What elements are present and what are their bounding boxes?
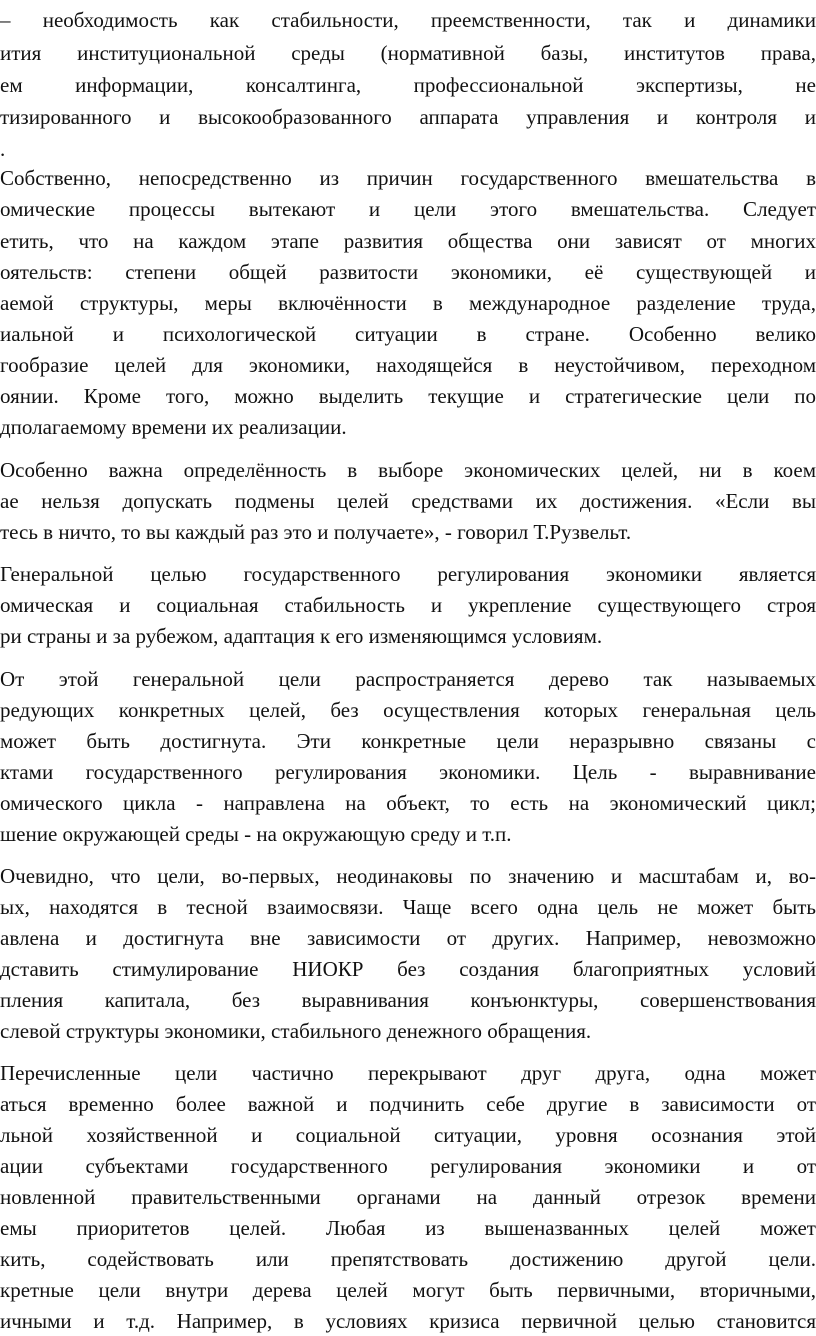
text-line: редующих конкретных целей, без осуществления которых генеральная цель <box>0 698 816 722</box>
text-line: ае нельзя допускать подмены целей средствами их достижения. «Если вы <box>0 489 816 513</box>
text-line: Очевидно, что цели, во-первых, неодинаковы по значению и масштабам и, во- <box>0 864 816 888</box>
text-line: может быть достигнута. Эти конкретные цели неразрывно связаны с <box>0 729 816 753</box>
text-line: дставить стимулирование НИОКР без создания благоприятных условий <box>0 957 816 981</box>
text-line: ичными и т.д. Например, в условиях кризиса первичной целью становится <box>0 1309 816 1333</box>
text-line: шение окружающей среды - на окружающую среду и т.п. <box>0 822 512 846</box>
text-line: Перечисленные цели частично перекрывают друг друга, одна может <box>0 1061 816 1085</box>
text-line: етить, что на каждом этапе развития общества они зависят от многих <box>0 229 816 253</box>
text-line: кить, содействовать или препятствовать достижению другой цели. <box>0 1247 816 1271</box>
text-line: Собственно, непосредственно из причин государственного вмешательства в <box>0 166 816 190</box>
text-line: ри страны и за рубежом, адаптация к его изменяющимся условиям. <box>0 624 603 648</box>
text-line: дполагаемому времени их реализации. <box>0 415 347 439</box>
text-line: тесь в ничто, то вы каждый раз это и получаете», - говорил Т.Рузвельт. <box>0 520 632 544</box>
text-line: – необходимость как стабильности, преемственности, так и динамики <box>0 8 816 32</box>
text-line: омическая и социальная стабильность и укрепление существующего строя <box>0 593 816 617</box>
text-line: ации субъектами государственного регулирования экономики и от <box>0 1154 816 1178</box>
text-line: тизированного и высокообразованного аппарата управления и контроля и <box>0 105 816 129</box>
text-line: льной хозяйственной и социальной ситуации, уровня осознания этой <box>0 1123 816 1147</box>
text-line: оятельств: степени общей развитости экономики, её существующей и <box>0 260 816 284</box>
text-line: омического цикла - направлена на объект, то есть на экономический цикл; <box>0 791 816 815</box>
text-line: слевой структуры экономики, стабильного денежного обращения. <box>0 1019 592 1043</box>
text-line: ития институциональной среды (нормативной базы, институтов права, <box>0 41 816 65</box>
text-line: аемой структуры, меры включённости в международное разделение труда, <box>0 291 816 315</box>
text-line: новленной правительственными органами на данный отрезок времени <box>0 1185 816 1209</box>
text-line: емы приоритетов целей. Любая из вышеназванных целей может <box>0 1216 816 1240</box>
text-line: . <box>0 137 6 161</box>
text-line: иальной и психологической ситуации в стране. Особенно велико <box>0 322 816 346</box>
text-line: ых, находятся в тесной взаимосвязи. Чаще всего одна цель не может быть <box>0 895 816 919</box>
text-line: ктами государственного регулирования экономики. Цель - выравнивание <box>0 760 816 784</box>
text-line: ем информации, консалтинга, профессиональной экспертизы, не <box>0 73 816 97</box>
text-line: оянии. Кроме того, можно выделить текущие и стратегические цели по <box>0 384 816 408</box>
text-line: аться временно более важной и подчинить себе другие в зависимости от <box>0 1092 816 1116</box>
text-line: От этой генеральной цели распространяется дерево так называемых <box>0 667 816 691</box>
text-line: пления капитала, без выравнивания конъюнктуры, совершенствования <box>0 988 816 1012</box>
text-line: кретные цели внутри дерева целей могут быть первичными, вторичными, <box>0 1278 816 1302</box>
text-line: Особенно важна определённость в выборе экономических целей, ни в коем <box>0 458 816 482</box>
text-line: омические процессы вытекают и цели этого вмешательства. Следует <box>0 197 816 221</box>
text-line: гообразие целей для экономики, находящейся в неустойчивом, переходном <box>0 353 816 377</box>
text-line: Генеральной целью государственного регулирования экономики является <box>0 562 816 586</box>
text-line: авлена и достигнута вне зависимости от других. Например, невозможно <box>0 926 816 950</box>
